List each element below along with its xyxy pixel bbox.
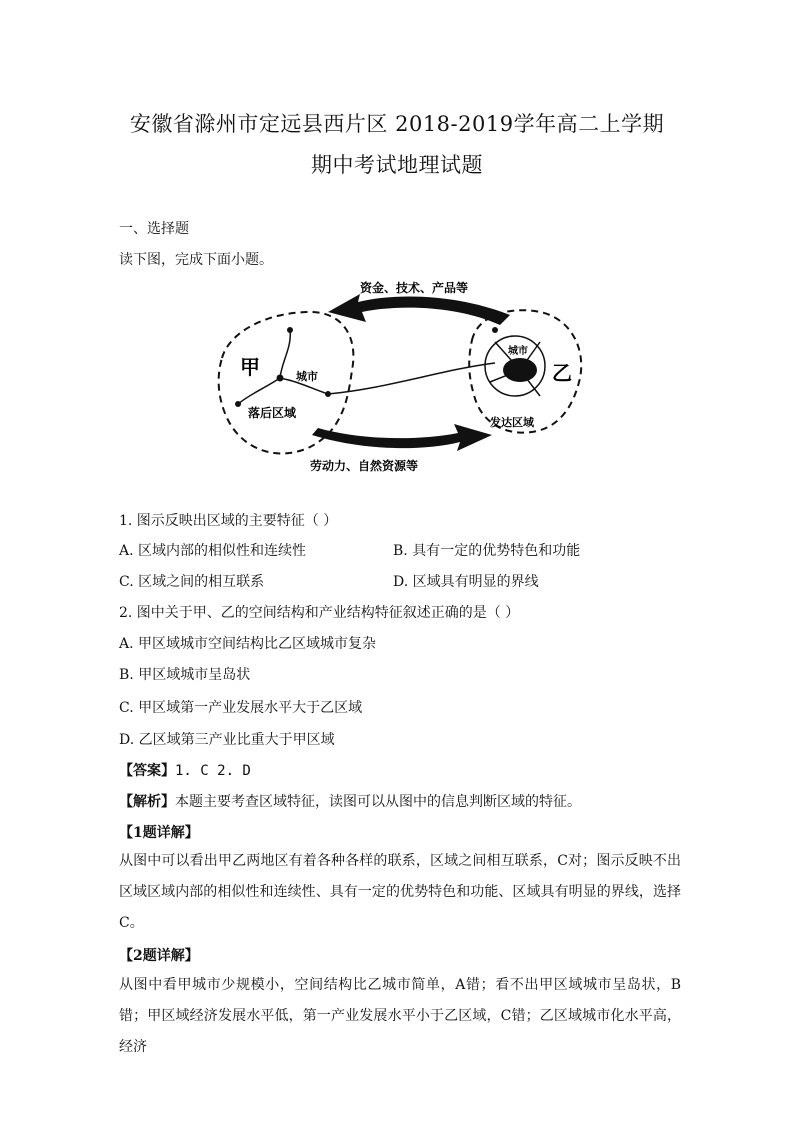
- title-line-2: 期中考试地理试题: [311, 153, 483, 177]
- analysis-tag: 【解析】: [119, 794, 175, 810]
- q2-option-a: A. 甲区域城市空间结构比乙区域城市复杂: [119, 636, 377, 652]
- q1-option-c: C. 区域之间的相互联系: [119, 574, 265, 590]
- q2-option-b: B. 甲区域城市呈岛状: [119, 667, 251, 683]
- q1-option-a: A. 区域内部的相似性和连续性: [119, 543, 307, 559]
- q1-option-b: B. 具有一定的优势特色和功能: [393, 543, 581, 559]
- title-line-1: 安徽省滁州市定远县西片区 2018-2019学年高二上学期: [129, 112, 665, 136]
- detail1-tag: 【1题详解】: [119, 825, 199, 841]
- bottom-flow-arrow: [312, 424, 492, 451]
- q2-stem: 2. 图中关于甲、乙的空间结构和产业结构特征叙述正确的是（ ）: [119, 605, 520, 621]
- detail2-text: 从图中看甲城市少规模小，空间结构比乙城市简单，A错；看不出甲区域城市呈岛状，B错；甲区域经济发展水平低，第一产业发展水平小于乙区域，C错；乙区域城市化水平高，经济: [119, 977, 681, 1055]
- intro-text: 读下图，完成下面小题。: [119, 252, 273, 268]
- left-road-network: [238, 330, 495, 404]
- right-city-label: 城市: [508, 346, 528, 357]
- detail1-text: 从图中可以看出甲乙两地区有着各种各样的联系，区域之间相互联系，C对；图示反映不出区域区域内部的相似性和连续性、具有一定的优势特色和功能、区域具有明显的界线，选择C。: [119, 853, 681, 931]
- left-region-label: 落后区域: [248, 406, 297, 420]
- answer-text: 1. C 2. D: [175, 763, 251, 779]
- bottom-arrow-label: 劳动力、自然资源等: [310, 459, 419, 473]
- q2-option-c: C. 甲区域第一产业发展水平大于乙区域: [119, 700, 363, 716]
- q2-option-d: D. 乙区域第三产业比重大于甲区域: [119, 732, 335, 748]
- region-diagram: [210, 270, 590, 485]
- left-city-label: 城市: [296, 370, 318, 383]
- detail2-tag: 【2题详解】: [119, 948, 199, 964]
- q1-option-d: D. 区域具有明显的界线: [393, 574, 539, 590]
- right-region-char: 乙: [552, 361, 572, 385]
- top-arrow-label: 资金、技术、产品等: [360, 281, 469, 295]
- top-flow-arrow: [328, 294, 510, 325]
- left-region-char: 甲: [240, 355, 260, 379]
- section-heading: 一、选择题: [119, 221, 189, 237]
- analysis-line: [119, 791, 581, 811]
- answer-line: [119, 760, 251, 780]
- analysis-text: 本题主要考查区域特征，读图可以从图中的信息判断区域的特征。: [175, 794, 581, 810]
- right-region-label: 发达区域: [490, 416, 534, 429]
- q1-stem: 1. 图示反映出区域的主要特征（ ）: [119, 513, 338, 529]
- answer-tag: 【答案】: [119, 763, 175, 779]
